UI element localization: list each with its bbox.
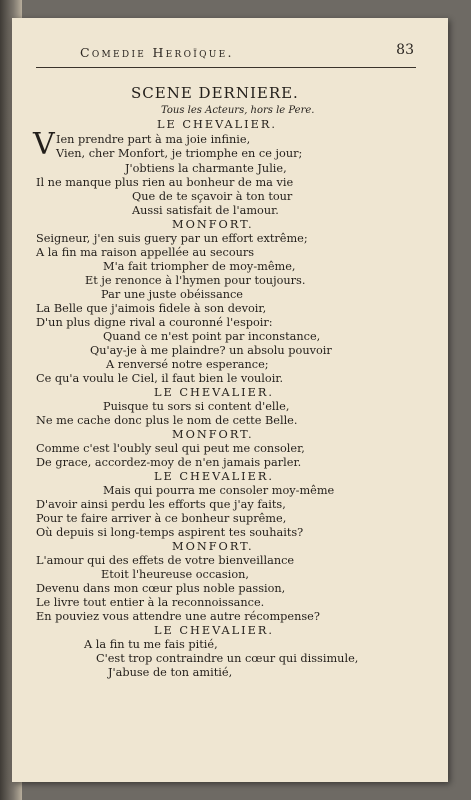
verse-line: Et je renonce à l'hymen pour toujours. xyxy=(85,274,306,287)
header-rule xyxy=(36,67,416,68)
drop-capital: V xyxy=(33,127,55,162)
speaker-name: LE CHEVALIER. xyxy=(154,470,274,483)
verse-line: Mais qui pourra me consoler moy-même xyxy=(103,484,335,497)
scene-title: SCENE DERNIERE. xyxy=(131,84,299,102)
verse-line: D'un plus digne rival a couronné l'espoir: xyxy=(36,316,273,329)
speaker-name: MONFORT. xyxy=(172,218,254,231)
verse-line: Puisque tu sors si content d'elle, xyxy=(103,400,290,413)
running-title: Comedie Heroïque. xyxy=(80,45,234,60)
verse-line: Quand ce n'est point par inconstance, xyxy=(103,330,321,343)
verse-line: Ien prendre part à ma joie infinie, xyxy=(56,133,251,146)
verse-line: L'amour qui des effets de votre bienveillance xyxy=(36,554,295,567)
speaker-name: MONFORT. xyxy=(172,540,254,553)
verse-line: Il ne manque plus rien au bonheur de ma vie xyxy=(36,176,294,189)
verse-line: Vien, cher Monfort, je triomphe en ce jour; xyxy=(56,147,303,160)
verse-line: J'abuse de ton amitié, xyxy=(108,666,233,679)
page-number: 83 xyxy=(396,42,414,58)
verse-line: A renversé notre esperance; xyxy=(106,358,269,371)
verse-line: Le livre tout entier à la reconnoissance. xyxy=(36,596,265,609)
page-header xyxy=(26,42,436,65)
speaker-name: LE CHEVALIER. xyxy=(154,624,274,637)
speaker-name: MONFORT. xyxy=(172,428,254,441)
verse-line: Seigneur, j'en suis guery par un effort extrême; xyxy=(36,232,308,245)
verse-line: Par une juste obéissance xyxy=(101,288,243,301)
verse-line: Pour te faire arriver à ce bonheur suprême, xyxy=(36,512,287,525)
stage-direction: Tous les Acteurs, hors le Pere. xyxy=(161,105,315,116)
verse-line: Comme c'est l'oubly seul qui peut me consoler, xyxy=(36,442,305,455)
verse-line: Ce qu'a voulu le Ciel, il faut bien le vouloir. xyxy=(36,372,284,385)
verse-line: La Belle que j'aimois fidele à son devoir, xyxy=(36,302,267,315)
verse-line: Où depuis si long-temps aspirent tes souhaits? xyxy=(36,526,304,539)
verse-line: A la fin ma raison appellée au secours xyxy=(36,246,255,259)
speaker-name: LE CHEVALIER. xyxy=(154,386,274,399)
verse-line: Que de te sçavoir à ton tour xyxy=(132,190,293,203)
verse-line: Ne me cache donc plus le nom de cette Belle. xyxy=(36,414,298,427)
verse-line: D'avoir ainsi perdu les efforts que j'ay faits, xyxy=(36,498,286,511)
verse-line: De grace, accordez-moy de n'en jamais parler. xyxy=(36,456,302,469)
verse-line: M'a fait triompher de moy-même, xyxy=(103,260,296,273)
verse-line: Qu'ay-je à me plaindre? un absolu pouvoir xyxy=(90,344,332,357)
speaker-name: LE CHEVALIER. xyxy=(157,118,277,131)
verse-line: A la fin tu me fais pitié, xyxy=(84,638,218,651)
verse-line: Etoit l'heureuse occasion, xyxy=(101,568,249,581)
verse-line: J'obtiens la charmante Julie, xyxy=(125,162,287,175)
verse-line: En pouviez vous attendre une autre récompense? xyxy=(36,610,320,623)
verse-line: Aussi satisfait de l'amour. xyxy=(132,204,279,217)
verse-line: Devenu dans mon cœur plus noble passion, xyxy=(36,582,286,595)
verse-line: C'est trop contraindre un cœur qui dissimule, xyxy=(96,652,359,665)
